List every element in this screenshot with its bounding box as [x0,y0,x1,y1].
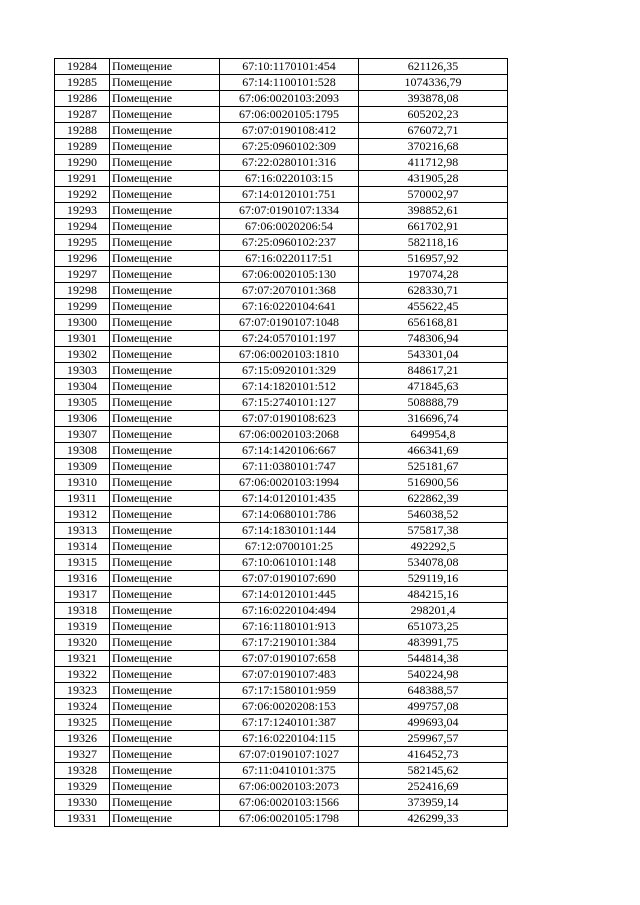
object-type-cell: Помещение [110,619,220,635]
row-number-cell: 19314 [55,539,110,555]
object-type-cell: Помещение [110,155,220,171]
row-number-cell: 19307 [55,427,110,443]
table-row [55,331,508,347]
value-cell: 621126,35 [359,59,508,75]
value-cell: 259967,57 [359,731,508,747]
cadastral-number-cell: 67:17:1240101:387 [220,715,359,731]
object-type-cell: Помещение [110,507,220,523]
cadastral-number-cell: 67:16:0220104:115 [220,731,359,747]
value-cell: 605202,23 [359,107,508,123]
object-type-cell: Помещение [110,443,220,459]
row-number-cell: 19306 [55,411,110,427]
object-type-cell: Помещение [110,667,220,683]
value-cell: 483991,75 [359,635,508,651]
table-row [55,155,508,171]
object-type-cell: Помещение [110,187,220,203]
value-cell: 492292,5 [359,539,508,555]
table-row [55,811,508,827]
table-row [55,747,508,763]
object-type-cell: Помещение [110,555,220,571]
cadastral-number-cell: 67:16:0220104:641 [220,299,359,315]
object-type-cell: Помещение [110,715,220,731]
table-row [55,299,508,315]
object-type-cell: Помещение [110,811,220,827]
row-number-cell: 19317 [55,587,110,603]
row-number-cell: 19299 [55,299,110,315]
value-cell: 426299,33 [359,811,508,827]
table-row [55,59,508,75]
row-number-cell: 19326 [55,731,110,747]
value-cell: 466341,69 [359,443,508,459]
row-number-cell: 19324 [55,699,110,715]
row-number-cell: 19321 [55,651,110,667]
value-cell: 628330,71 [359,283,508,299]
table-row [55,539,508,555]
cadastral-number-cell: 67:07:0190107:658 [220,651,359,667]
table-row [55,619,508,635]
table-row [55,379,508,395]
table-row [55,779,508,795]
object-type-cell: Помещение [110,635,220,651]
row-number-cell: 19291 [55,171,110,187]
value-cell: 570002,97 [359,187,508,203]
object-type-cell: Помещение [110,251,220,267]
cadastral-number-cell: 67:14:1820101:512 [220,379,359,395]
cadastral-number-cell: 67:25:0960102:237 [220,235,359,251]
table-row [55,395,508,411]
value-cell: 508888,79 [359,395,508,411]
table-row [55,667,508,683]
object-type-cell: Помещение [110,139,220,155]
table-row [55,651,508,667]
cadastral-number-cell: 67:22:0280101:316 [220,155,359,171]
cadastral-number-cell: 67:06:0020105:1795 [220,107,359,123]
row-number-cell: 19323 [55,683,110,699]
table-row [55,91,508,107]
cadastral-number-cell: 67:24:0570101:197 [220,331,359,347]
cadastral-number-cell: 67:14:0680101:786 [220,507,359,523]
row-number-cell: 19285 [55,75,110,91]
object-type-cell: Помещение [110,731,220,747]
value-cell: 582118,16 [359,235,508,251]
cadastral-number-cell: 67:07:0190107:1027 [220,747,359,763]
table-row [55,587,508,603]
cadastral-number-cell: 67:07:0190107:483 [220,667,359,683]
cadastral-number-cell: 67:06:0020105:130 [220,267,359,283]
cadastral-number-cell: 67:06:0020103:2068 [220,427,359,443]
table-row [55,283,508,299]
table-row [55,699,508,715]
table-row [55,555,508,571]
object-type-cell: Помещение [110,699,220,715]
value-cell: 499693,04 [359,715,508,731]
cadastral-number-cell: 67:07:2070101:368 [220,283,359,299]
value-cell: 1074336,79 [359,75,508,91]
value-cell: 411712,98 [359,155,508,171]
object-type-cell: Помещение [110,315,220,331]
object-type-cell: Помещение [110,459,220,475]
table-row [55,491,508,507]
row-number-cell: 19309 [55,459,110,475]
value-cell: 373959,14 [359,795,508,811]
value-cell: 540224,98 [359,667,508,683]
value-cell: 622862,39 [359,491,508,507]
cadastral-number-cell: 67:06:0020103:1994 [220,475,359,491]
cadastral-number-cell: 67:10:0610101:148 [220,555,359,571]
cadastral-number-cell: 67:25:0960102:309 [220,139,359,155]
value-cell: 316696,74 [359,411,508,427]
row-number-cell: 19303 [55,363,110,379]
row-number-cell: 19292 [55,187,110,203]
table-row [55,235,508,251]
cadastral-number-cell: 67:07:0190108:412 [220,123,359,139]
row-number-cell: 19296 [55,251,110,267]
object-type-cell: Помещение [110,603,220,619]
row-number-cell: 19286 [55,91,110,107]
row-number-cell: 19287 [55,107,110,123]
row-number-cell: 19327 [55,747,110,763]
value-cell: 484215,16 [359,587,508,603]
row-number-cell: 19289 [55,139,110,155]
table-row [55,347,508,363]
table-row [55,427,508,443]
object-type-cell: Помещение [110,795,220,811]
object-type-cell: Помещение [110,427,220,443]
table-row [55,523,508,539]
value-cell: 393878,08 [359,91,508,107]
object-type-cell: Помещение [110,283,220,299]
cadastral-number-cell: 67:14:0120101:435 [220,491,359,507]
table-row [55,315,508,331]
row-number-cell: 19295 [55,235,110,251]
row-number-cell: 19318 [55,603,110,619]
cadastral-number-cell: 67:07:0190108:623 [220,411,359,427]
table-row [55,443,508,459]
table-row [55,715,508,731]
value-cell: 575817,38 [359,523,508,539]
cadastral-number-cell: 67:12:0700101:25 [220,539,359,555]
table-row [55,795,508,811]
row-number-cell: 19320 [55,635,110,651]
object-type-cell: Помещение [110,395,220,411]
value-cell: 651073,25 [359,619,508,635]
table-row [55,75,508,91]
table-row [55,267,508,283]
object-type-cell: Помещение [110,123,220,139]
row-number-cell: 19300 [55,315,110,331]
cadastral-number-cell: 67:11:0380101:747 [220,459,359,475]
cadastral-number-cell: 67:06:0020103:1810 [220,347,359,363]
cadastral-number-cell: 67:06:0020103:1566 [220,795,359,811]
table-row [55,203,508,219]
value-cell: 416452,73 [359,747,508,763]
row-number-cell: 19322 [55,667,110,683]
row-number-cell: 19325 [55,715,110,731]
row-number-cell: 19329 [55,779,110,795]
value-cell: 516957,92 [359,251,508,267]
value-cell: 543301,04 [359,347,508,363]
cadastral-number-cell: 67:14:1830101:144 [220,523,359,539]
object-type-cell: Помещение [110,363,220,379]
value-cell: 656168,81 [359,315,508,331]
cadastral-number-cell: 67:17:1580101:959 [220,683,359,699]
row-number-cell: 19319 [55,619,110,635]
value-cell: 197074,28 [359,267,508,283]
row-number-cell: 19312 [55,507,110,523]
object-type-cell: Помещение [110,219,220,235]
cadastral-number-cell: 67:14:1100101:528 [220,75,359,91]
cadastral-number-cell: 67:06:0020208:153 [220,699,359,715]
row-number-cell: 19293 [55,203,110,219]
object-type-cell: Помещение [110,347,220,363]
row-number-cell: 19328 [55,763,110,779]
cadastral-number-cell: 67:17:2190101:384 [220,635,359,651]
table-row [55,219,508,235]
value-cell: 546038,52 [359,507,508,523]
table-row [55,171,508,187]
cadastral-number-cell: 67:10:1170101:454 [220,59,359,75]
object-type-cell: Помещение [110,571,220,587]
object-type-cell: Помещение [110,203,220,219]
cadastral-number-cell: 67:07:0190107:690 [220,571,359,587]
value-cell: 534078,08 [359,555,508,571]
row-number-cell: 19330 [55,795,110,811]
object-type-cell: Помещение [110,683,220,699]
value-cell: 649954,8 [359,427,508,443]
table-row [55,683,508,699]
row-number-cell: 19313 [55,523,110,539]
object-type-cell: Помещение [110,379,220,395]
cadastral-number-cell: 67:16:0220117:51 [220,251,359,267]
object-type-cell: Помещение [110,267,220,283]
object-type-cell: Помещение [110,651,220,667]
row-number-cell: 19288 [55,123,110,139]
object-type-cell: Помещение [110,779,220,795]
row-number-cell: 19331 [55,811,110,827]
table-row [55,107,508,123]
cadastral-number-cell: 67:07:0190107:1048 [220,315,359,331]
table-row [55,187,508,203]
object-type-cell: Помещение [110,411,220,427]
value-cell: 748306,94 [359,331,508,347]
table-row [55,731,508,747]
object-type-cell: Помещение [110,763,220,779]
object-type-cell: Помещение [110,539,220,555]
value-cell: 455622,45 [359,299,508,315]
object-type-cell: Помещение [110,171,220,187]
table-row [55,411,508,427]
cadastral-number-cell: 67:07:0190107:1334 [220,203,359,219]
object-type-cell: Помещение [110,331,220,347]
row-number-cell: 19310 [55,475,110,491]
property-table [54,58,508,827]
object-type-cell: Помещение [110,299,220,315]
cadastral-number-cell: 67:11:0410101:375 [220,763,359,779]
table-row [55,635,508,651]
table-row [55,139,508,155]
cadastral-number-cell: 67:16:0220104:494 [220,603,359,619]
row-number-cell: 19304 [55,379,110,395]
row-number-cell: 19290 [55,155,110,171]
value-cell: 298201,4 [359,603,508,619]
row-number-cell: 19315 [55,555,110,571]
value-cell: 499757,08 [359,699,508,715]
row-number-cell: 19311 [55,491,110,507]
object-type-cell: Помещение [110,587,220,603]
value-cell: 516900,56 [359,475,508,491]
table-row [55,459,508,475]
table-row [55,571,508,587]
table-row [55,763,508,779]
table-row [55,363,508,379]
object-type-cell: Помещение [110,491,220,507]
table-row [55,475,508,491]
table-row [55,123,508,139]
object-type-cell: Помещение [110,91,220,107]
cadastral-number-cell: 67:06:0020206:54 [220,219,359,235]
value-cell: 661702,91 [359,219,508,235]
value-cell: 848617,21 [359,363,508,379]
cadastral-number-cell: 67:15:2740101:127 [220,395,359,411]
object-type-cell: Помещение [110,107,220,123]
table-row [55,507,508,523]
cadastral-number-cell: 67:15:0920101:329 [220,363,359,379]
object-type-cell: Помещение [110,75,220,91]
row-number-cell: 19305 [55,395,110,411]
object-type-cell: Помещение [110,747,220,763]
cadastral-number-cell: 67:16:0220103:15 [220,171,359,187]
cadastral-number-cell: 67:14:0120101:445 [220,587,359,603]
table-row [55,603,508,619]
row-number-cell: 19294 [55,219,110,235]
row-number-cell: 19298 [55,283,110,299]
cadastral-number-cell: 67:06:0020103:2093 [220,91,359,107]
row-number-cell: 19302 [55,347,110,363]
object-type-cell: Помещение [110,59,220,75]
table-row [55,251,508,267]
row-number-cell: 19297 [55,267,110,283]
cadastral-number-cell: 67:14:0120101:751 [220,187,359,203]
value-cell: 544814,38 [359,651,508,667]
value-cell: 471845,63 [359,379,508,395]
value-cell: 252416,69 [359,779,508,795]
property-table-body [55,59,508,827]
cadastral-number-cell: 67:14:1420106:667 [220,443,359,459]
value-cell: 676072,71 [359,123,508,139]
value-cell: 431905,28 [359,171,508,187]
value-cell: 648388,57 [359,683,508,699]
object-type-cell: Помещение [110,523,220,539]
object-type-cell: Помещение [110,475,220,491]
row-number-cell: 19284 [55,59,110,75]
value-cell: 398852,61 [359,203,508,219]
object-type-cell: Помещение [110,235,220,251]
row-number-cell: 19308 [55,443,110,459]
value-cell: 529119,16 [359,571,508,587]
value-cell: 525181,67 [359,459,508,475]
row-number-cell: 19316 [55,571,110,587]
cadastral-number-cell: 67:06:0020105:1798 [220,811,359,827]
value-cell: 582145,62 [359,763,508,779]
cadastral-number-cell: 67:16:1180101:913 [220,619,359,635]
row-number-cell: 19301 [55,331,110,347]
cadastral-number-cell: 67:06:0020103:2073 [220,779,359,795]
value-cell: 370216,68 [359,139,508,155]
